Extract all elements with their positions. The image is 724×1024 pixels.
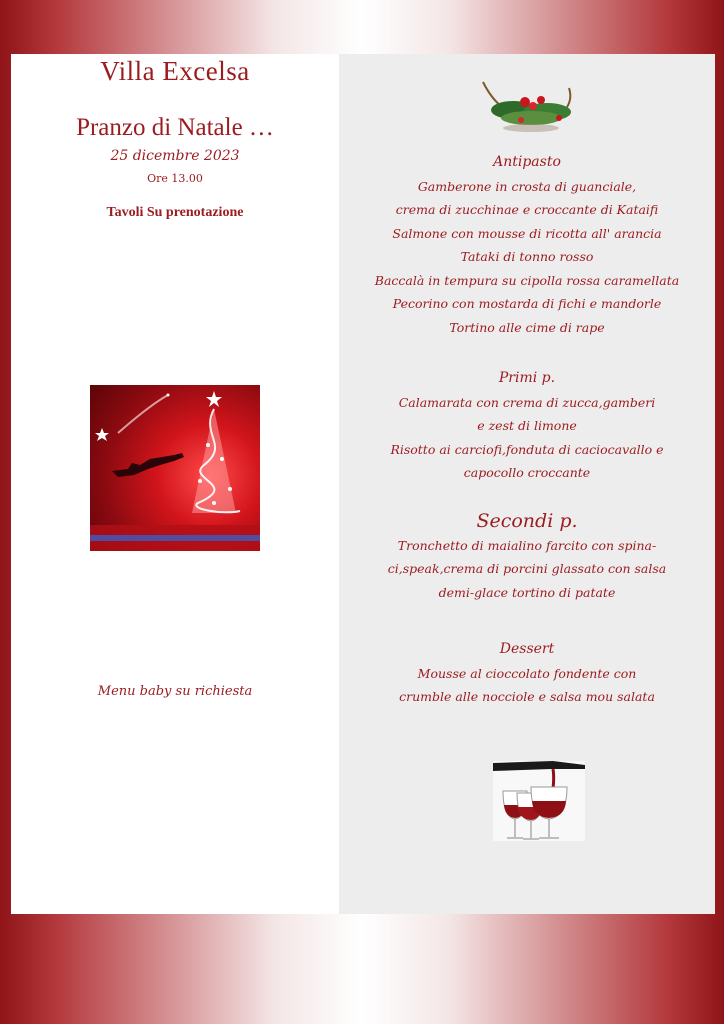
restaurant-name: Villa Excelsa: [100, 56, 250, 86]
left-panel: [11, 54, 339, 914]
menu-item: Tortino alle cime di rape: [449, 319, 605, 335]
baby-menu-note: Menu baby su richiesta: [97, 684, 253, 699]
menu-item: demi-glace tortino di patate: [438, 584, 616, 600]
menu-item: Risotto ai carciofi,fonduta di caciocavallo e: [390, 441, 664, 457]
menu-item: Gamberone in crosta di guanciale,: [417, 178, 637, 194]
wine-glasses-image: [493, 761, 585, 841]
menu-item: capocollo croccante: [463, 465, 591, 480]
menu-item: Baccalà in tempura su cipolla rossa caramellata: [374, 272, 680, 288]
event-title: Pranzo di Natale …: [76, 114, 274, 141]
section-heading-antipasto: Antipasto: [493, 154, 561, 170]
menu-item: Tronchetto di maialino farcito con spina-: [397, 537, 657, 553]
right-panel: [339, 54, 715, 914]
menu-item: e zest di limone: [477, 418, 577, 433]
menu-section-dessert: [339, 638, 715, 709]
menu-item: crema di zucchinae e croccante di Kataifi: [395, 202, 659, 217]
booking-note: Tavoli Su prenotazione: [106, 205, 244, 220]
menu-item: Salmone con mousse di ricotta all' arancia: [392, 225, 662, 241]
menu-item: Pecorino con mostarda di fichi e mandorle: [392, 296, 662, 311]
menu-section-antipasto: [339, 151, 715, 339]
section-heading-dessert: Dessert: [499, 641, 555, 657]
menu-item: Tataki di tonno rosso: [460, 249, 594, 264]
menu-section-primi: [339, 367, 715, 485]
section-heading-secondi: Secondi p.: [476, 510, 578, 532]
menu-sheet: [11, 54, 715, 914]
menu-section-secondi: [339, 510, 715, 604]
menu-item: Mousse al cioccolato fondente con: [417, 665, 637, 681]
event-time: Ore 13.00: [147, 172, 203, 185]
menu-item: ci,speak,crema di porcini glassato con salsa: [387, 561, 667, 576]
menu-item: crumble alle nocciole e salsa mou salata: [399, 689, 655, 704]
menu-item: Calamarata con crema di zucca,gamberi: [398, 394, 656, 410]
event-date: 25 dicembre 2023: [110, 148, 240, 164]
christmas-tree-icon: [90, 385, 260, 551]
christmas-card-image: [90, 385, 260, 551]
wine-glass-icon: [493, 761, 585, 841]
section-heading-primi: Primi p.: [498, 370, 556, 386]
holly-decoration-icon: [473, 72, 591, 136]
